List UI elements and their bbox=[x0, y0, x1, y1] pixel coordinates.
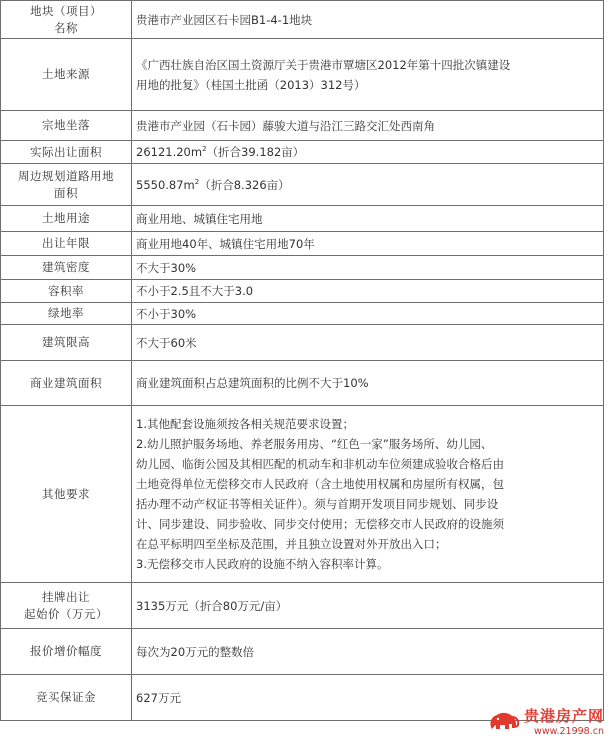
watermark-title: 贵港房产网 bbox=[523, 707, 604, 725]
label-line: 周边规划道路用地 bbox=[18, 168, 114, 183]
label-line: 竞买保证金 bbox=[36, 690, 96, 704]
label-line: 建筑限高 bbox=[42, 335, 90, 349]
table-row bbox=[1, 256, 604, 280]
row-value bbox=[132, 206, 604, 232]
row-value bbox=[132, 675, 604, 721]
requirement-line: 2.幼儿照护服务场地、养老服务用房、“红色一家”服务场所、幼儿园、 bbox=[136, 437, 493, 451]
table-row bbox=[1, 206, 604, 232]
value-line: 贵港市产业园区石卡园B1-4-1地块 bbox=[136, 12, 313, 27]
row-label bbox=[1, 206, 132, 232]
label-line: 名称 bbox=[54, 20, 78, 35]
row-label bbox=[1, 256, 132, 280]
label-line: 面积 bbox=[54, 185, 78, 200]
value-line: 627万元 bbox=[136, 690, 181, 705]
label-line: 土地用途 bbox=[42, 211, 90, 225]
value-line: 用地的批复》（桂国土批函（2013）312号） bbox=[136, 77, 366, 92]
label-line: 地块（项目） bbox=[30, 3, 102, 18]
value-line: 每次为20万元的整数倍 bbox=[136, 644, 255, 659]
row-label bbox=[1, 675, 132, 721]
row-label bbox=[1, 303, 132, 325]
requirement-line: 幼儿园、临街公园及其相匹配的机动车和非机动车位须建成验收合格后由 bbox=[136, 457, 504, 471]
row-label bbox=[1, 232, 132, 256]
row-label bbox=[1, 361, 132, 406]
row-label bbox=[1, 164, 132, 206]
table-row bbox=[1, 141, 604, 164]
table-row bbox=[1, 325, 604, 361]
table-row bbox=[1, 629, 604, 675]
row-value bbox=[132, 303, 604, 325]
watermark-url: www.21998.cn bbox=[534, 726, 604, 737]
label-line: 其他要求 bbox=[42, 486, 90, 501]
row-label bbox=[1, 629, 132, 675]
value-line: 商业建筑面积占总建筑面积的比例不大于10% bbox=[136, 376, 369, 390]
row-value bbox=[132, 39, 604, 111]
area-unit-exponent: 2 bbox=[202, 145, 207, 154]
table-row bbox=[1, 675, 604, 721]
row-value bbox=[132, 325, 604, 361]
requirement-line: 土地竞得单位无偿移交市人民政府（含土地使用权属和房屋所有权属，包 bbox=[136, 477, 504, 491]
requirement-line: 括办理不动产权证书等相关证件）。须与首期开发项目同步规划、同步设 bbox=[136, 497, 499, 511]
label-line: 土地来源 bbox=[42, 67, 90, 81]
area-conversion: （折合39.182亩） bbox=[206, 145, 305, 159]
table-row bbox=[1, 583, 604, 629]
row-value bbox=[132, 256, 604, 280]
value-line: 3135万元（折合80万元/亩） bbox=[136, 598, 288, 613]
row-value bbox=[132, 1, 604, 39]
requirement-line: 3.无偿移交市人民政府的设施不纳入容积率计算。 bbox=[136, 557, 389, 571]
row-label bbox=[1, 406, 132, 583]
row-value bbox=[132, 141, 604, 164]
row-label bbox=[1, 280, 132, 303]
table-row bbox=[1, 1, 604, 39]
label-line: 出让年限 bbox=[42, 236, 90, 250]
table-row bbox=[1, 39, 604, 111]
label-line: 绿地率 bbox=[48, 306, 84, 320]
label-line: 报价增价幅度 bbox=[30, 644, 102, 658]
table-row bbox=[1, 406, 604, 583]
requirement-line: 计、同步建设、同步验收、同步交付使用；无偿移交市人民政府的设施须 bbox=[136, 517, 504, 531]
row-value bbox=[132, 232, 604, 256]
row-label bbox=[1, 111, 132, 141]
requirement-line: 1.其他配套设施须按各相关规范要求设置； bbox=[136, 417, 354, 431]
table-row bbox=[1, 303, 604, 325]
row-value bbox=[132, 111, 604, 141]
row-value bbox=[132, 280, 604, 303]
value-line: 商业用地40年、城镇住宅用地70年 bbox=[136, 236, 315, 251]
table-row bbox=[1, 111, 604, 141]
row-label bbox=[1, 141, 132, 164]
row-label bbox=[1, 325, 132, 361]
area-unit-exponent: 2 bbox=[194, 177, 200, 186]
row-value bbox=[132, 361, 604, 406]
table-row bbox=[1, 232, 604, 256]
label-line: 宗地坐落 bbox=[42, 118, 90, 132]
label-line: 容积率 bbox=[48, 283, 84, 298]
label-line: 实际出让面积 bbox=[30, 144, 102, 159]
row-value bbox=[132, 629, 604, 675]
value-line: 不小于2.5且不大于3.0 bbox=[136, 284, 254, 298]
value-line: 不小于30% bbox=[136, 306, 197, 321]
value-line: 不大于60米 bbox=[136, 335, 197, 350]
requirement-line: 在总平标明四至坐标及范围，并且独立设置对外开放出入口； bbox=[136, 537, 447, 551]
label-line: 起始价（万元） bbox=[24, 606, 108, 621]
row-label bbox=[1, 1, 132, 39]
row-value bbox=[132, 583, 604, 629]
row-value bbox=[132, 406, 604, 583]
label-line: 商业建筑面积 bbox=[30, 375, 102, 390]
label-line: 建筑密度 bbox=[42, 260, 90, 274]
row-label bbox=[1, 39, 132, 111]
label-line: 挂牌出让 bbox=[42, 589, 90, 604]
row-label bbox=[1, 583, 132, 629]
value-line: 《广西壮族自治区国土资源厅关于贵港市覃塘区2012年第十四批次镇建设 bbox=[136, 57, 511, 72]
table-row bbox=[1, 164, 604, 206]
table-row bbox=[1, 361, 604, 406]
value-line: 不大于30% bbox=[136, 260, 197, 275]
value-line: 商业用地、城镇住宅用地 bbox=[136, 211, 263, 226]
table-row bbox=[1, 280, 604, 303]
row-value bbox=[132, 164, 604, 206]
value-line: 贵港市产业园（石卡园）藤骏大道与沿江三路交汇处西南角 bbox=[136, 118, 435, 133]
area-conversion: （折合8.326亩） bbox=[199, 177, 290, 192]
area-value: 5550.87m bbox=[136, 177, 195, 192]
area-value: 26121.20m bbox=[136, 145, 203, 159]
